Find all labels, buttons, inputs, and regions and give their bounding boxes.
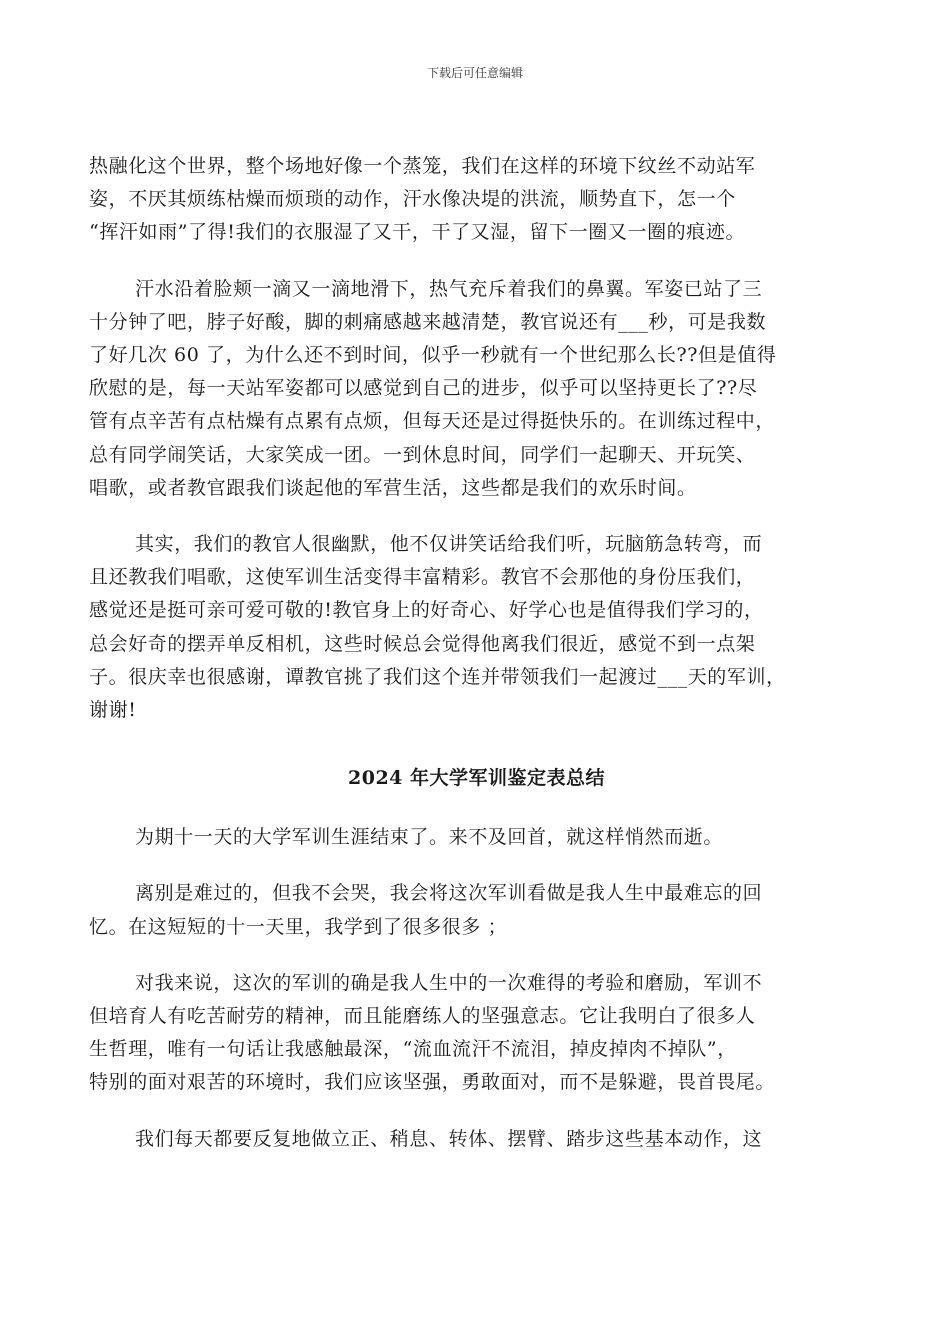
paragraph-line: 生哲理，唯有一句话让我感触最深，“流血流汗不流泪，掉皮掉肉不掉队”， [89, 1038, 737, 1061]
paragraph-1 [89, 150, 864, 250]
paragraph-line: 了好几次 60 了，为什么还不到时间，似乎一秒就有一个世纪那么长??但是值得 [89, 344, 777, 367]
paragraph-line: 感觉还是挺可亲可爱可敬的!教官身上的好奇心、好学心也是值得我们学习的， [89, 599, 764, 622]
paragraph-line: 特别的面对艰苦的环境时，我们应该坚强，勇敢面对，而不是躲避，畏首畏尾。 [89, 1071, 776, 1094]
paragraph-5 [89, 877, 864, 943]
document-body [89, 150, 864, 1179]
paragraph-line: 十分钟了吧，脖子好酸，脚的刺痛感越来越清楚，教官说还有___秒，可是我数 [89, 310, 767, 333]
paragraph-line: 且还教我们唱歌，这使军训生活变得丰富精彩。教官不会那他的身份压我们， [89, 566, 756, 589]
paragraph-line: 为期十一天的大学军训生涯结束了。来不及回首，就这样悄然而逝。 [135, 826, 724, 849]
paragraph-line: 谢谢! [89, 699, 137, 722]
paragraph-line: 管有点辛苦有点枯燥有点累有点烦，但每天还是过得挺快乐的。在训练过程中， [89, 410, 776, 433]
paragraph-line: 但培育人有吃苦耐劳的精神，而且能磨练人的坚强意志。它让我明白了很多人 [89, 1005, 756, 1028]
paragraph-line: 唱歌，或者教官跟我们谈起他的军营生活，这些都是我们的欢乐时间。 [89, 476, 697, 499]
paragraph-3 [89, 528, 864, 727]
paragraph-line: “挥汗如雨”了得!我们的衣服湿了又干，干了又湿，留下一圈又一圈的痕迹。 [89, 221, 746, 244]
paragraph-4 [89, 821, 864, 854]
paragraph-line: 我们每天都要反复地做立正、稍息、转体、摆臂、踏步这些基本动作，这 [135, 1127, 763, 1150]
paragraph-line: 热融化这个世界，整个场地好像一个蒸笼，我们在这样的环境下纹丝不动站军 [89, 155, 756, 177]
paragraph-line: 离别是难过的，但我不会哭，我会将这次军训看做是我人生中最难忘的回 [135, 882, 763, 905]
paragraph-2 [89, 273, 864, 505]
paragraph-line: 对我来说，这次的军训的确是我人生中的一次难得的考验和磨励，军训不 [135, 971, 763, 994]
paragraph-line: 欣慰的是，每一天站军姿都可以感觉到自己的进步，似乎可以坚持更长了??尽 [89, 377, 758, 400]
paragraph-line: 子。很庆幸也很感谢，谭教官挑了我们这个连并带领我们一起渡过___天的军训， [89, 665, 786, 688]
paragraph-line: 总有同学闹笑话，大家笑成一团。一到休息时间，同学们一起聊天、开玩笑、 [89, 443, 756, 466]
paragraph-line: 忆。在这短短的十一天里，我学到了很多很多 ； [89, 915, 508, 938]
paragraph-line: 总会好奇的摆弄单反相机，这些时候总会觉得他离我们很近，感觉不到一点架 [89, 632, 756, 655]
paragraph-line: 姿，不厌其烦练枯燥而烦琐的动作，汗水像决堤的洪流，顺势直下，怎一个 [89, 188, 736, 211]
paragraph-7 [89, 1123, 864, 1156]
paragraph-line: 其实，我们的教官人很幽默，他不仅讲笑话给我们听，玩脑筋急转弯，而 [135, 533, 763, 556]
paragraph-line: 汗水沿着脸颊一滴又一滴地滑下，热气充斥着我们的鼻翼。军姿已站了三 [135, 277, 763, 300]
header-note: 下载后可任意编辑 [426, 66, 523, 80]
paragraph-6 [89, 967, 864, 1100]
section-title: 2024 年大学军训鉴定表总结 [348, 767, 605, 790]
